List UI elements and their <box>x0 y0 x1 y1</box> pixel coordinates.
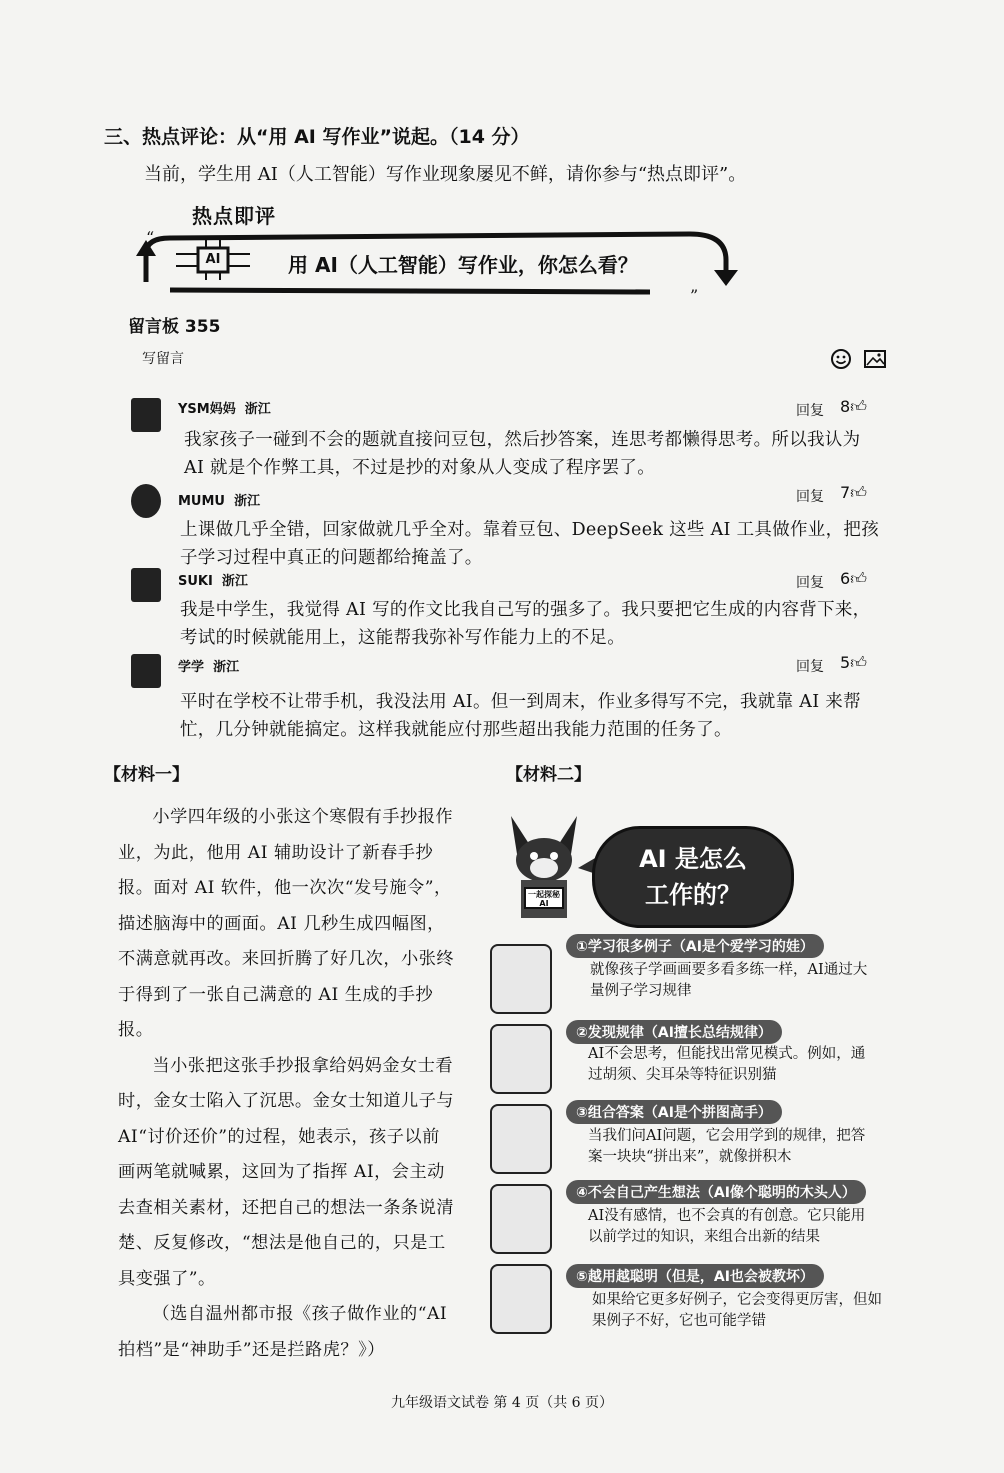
like-count: 7 <box>840 483 851 502</box>
step-text: AI没有感情，也不会真的有创意。它只能用以前学过的知识，来组合出新的结果 <box>588 1208 866 1245</box>
comment-text: 上课做几乎全错，回家做就几乎全对。靠着豆包、DeepSeek 这些 AI 工具做作业，把孩子学习过程中真正的问题都给掩盖了。 <box>180 520 879 568</box>
quote-close: ” <box>690 286 699 305</box>
author-name: SUKI <box>178 574 213 589</box>
board-tools <box>830 348 887 374</box>
avatar <box>131 484 161 518</box>
author-location: 浙江 <box>244 402 271 417</box>
bubble-line: 工作的？ <box>645 881 741 909</box>
avatar <box>131 654 161 688</box>
write-message-link[interactable]: 写留言 <box>142 351 184 367</box>
author-location: 浙江 <box>234 494 261 509</box>
comment-text: 平时在学校不让带手机，我没法用 AI。但一到周末，作业多得写不完，我就靠 AI 来帮忙，几分钟就能搞定。这样我就能应付那些超出我能力范围的任务了。 <box>180 692 861 740</box>
author-location: 浙江 <box>221 574 248 589</box>
find-pattern-icon <box>490 1024 552 1094</box>
smiley-icon[interactable] <box>830 348 852 374</box>
thumbs-up-icon: 👍︎ <box>850 397 867 416</box>
reply-button[interactable]: 回复 <box>796 575 824 591</box>
step-title: ④不会自己产生想法（AI像个聪明的木头人） <box>566 1180 866 1204</box>
page-footer: 九年级语文试卷 第 4 页（共 6 页） <box>390 1395 614 1411</box>
avatar <box>131 568 161 602</box>
quote-open: “ <box>146 228 155 247</box>
like-button[interactable] <box>840 569 867 589</box>
step-text: AI不会思考，但能找出常见模式。例如，通过胡须、尖耳朵等特征识别猫 <box>588 1046 866 1083</box>
fox-mascot-icon <box>503 814 585 928</box>
like-count: 5 <box>840 653 851 672</box>
ai-chip-label: AI <box>205 252 221 267</box>
like-button[interactable] <box>840 653 867 673</box>
bubble-line: AI 是怎么 <box>639 845 747 873</box>
author-name: 学学 <box>178 660 205 675</box>
step-text: 当我们问AI问题，它会用学到的规律，把答案一块块“拼出来”，就像拼积木 <box>588 1128 866 1165</box>
author-name: YSM妈妈 <box>178 402 236 417</box>
reply-button[interactable]: 回复 <box>796 403 824 419</box>
like-count: 6 <box>840 569 851 588</box>
comment-author <box>178 656 239 675</box>
learn-examples-icon <box>490 944 552 1014</box>
speech-bubble <box>592 826 794 928</box>
like-button[interactable] <box>840 483 867 503</box>
step-text: 如果给它更多好例子，它会变得更厉害，但如果例子不好，它也可能学错 <box>592 1292 882 1329</box>
image-icon[interactable] <box>863 348 887 374</box>
material-one-source: （选自温州都市报《孩子做作业的“AI 拍档”是“神助手”还是拦路虎？》） <box>118 1304 448 1360</box>
material-one-paragraph: 小学四年级的小张这个寒假有手抄报作业，为此，他用 AI 辅助设计了新春手抄报。面对 AI 软件，他一次次“发号施令”，描述脑海中的画面。AI 几秒生成四幅图，不满意就再改。来回折腾了好几次，小张终于得到了一张自己满意的 AI 生成的手抄报。 <box>118 807 455 1040</box>
author-location: 浙江 <box>213 660 240 675</box>
material-two-title: 【材料二】 <box>506 765 591 785</box>
step-text: 就像孩子学画画要多看多练一样，AI通过大量例子学习规律 <box>590 962 868 999</box>
section-heading: 三、热点评论：从“用 AI 写作业”说起。（14 分） <box>104 126 530 148</box>
like-button[interactable] <box>840 397 867 417</box>
hot-topic-title: 热点即评 <box>192 204 276 228</box>
material-one-title: 【材料一】 <box>104 765 189 785</box>
comment-text: 我是中学生，我觉得 AI 写的作文比我自己写的强多了。我只要把它生成的内容背下来，考试的时候就能用上，这能帮我弥补写作能力上的不足。 <box>180 600 871 648</box>
reply-button[interactable]: 回复 <box>796 489 824 505</box>
ai-chip-icon <box>172 240 254 280</box>
combine-answer-icon <box>490 1104 552 1174</box>
avatar <box>131 398 161 432</box>
material-one-body <box>118 800 456 1368</box>
material-one-paragraph: 当小张把这张手抄报拿给妈妈金女士看时，金女士陷入了沉思。金女士知道儿子与 AI“讨价还价”的过程，她表示，孩子以前画两笔就喊累，这回为了指挥 AI，会主动去查相关素材，还把自己的想法一条条说清楚、反复修改，“想法是他自己的，只是工具变强了”。 <box>118 1055 455 1289</box>
thumbs-up-icon: 👍︎ <box>850 653 867 672</box>
thumbs-up-icon: 👍︎ <box>850 483 867 502</box>
step-title: ②发现规律（AI擅长总结规律） <box>566 1020 782 1044</box>
comment-text: 我家孩子一碰到不会的题就直接问豆包，然后抄答案，连思考都懒得思考。所以我认为 AI 就是个作弊工具，不过是抄的对象从人变成了程序罢了。 <box>184 430 861 478</box>
board-title: 留言板 355 <box>128 317 221 337</box>
comment-author <box>178 490 260 509</box>
thumbs-up-icon: 👍︎ <box>850 569 867 588</box>
smarter-with-use-icon <box>490 1264 552 1334</box>
mascot-sign: 一起探秘AI <box>528 890 560 908</box>
reply-button[interactable]: 回复 <box>796 659 824 675</box>
step-title: ①学习很多例子（AI是个爱学习的娃） <box>566 934 824 958</box>
like-count: 8 <box>840 397 851 416</box>
hot-topic-question: 用 AI（人工智能）写作业，你怎么看？ <box>288 253 638 277</box>
no-own-ideas-icon <box>490 1184 552 1254</box>
comment-author <box>178 570 248 589</box>
comment-author <box>178 398 271 417</box>
step-title: ⑤越用越聪明（但是，AI也会被教坏） <box>566 1264 824 1288</box>
step-title: ③组合答案（AI是个拼图高手） <box>566 1100 782 1124</box>
section-intro: 当前，学生用 AI（人工智能）写作业现象屡见不鲜，请你参与“热点即评”。 <box>144 164 747 185</box>
author-name: MUMU <box>178 494 225 509</box>
